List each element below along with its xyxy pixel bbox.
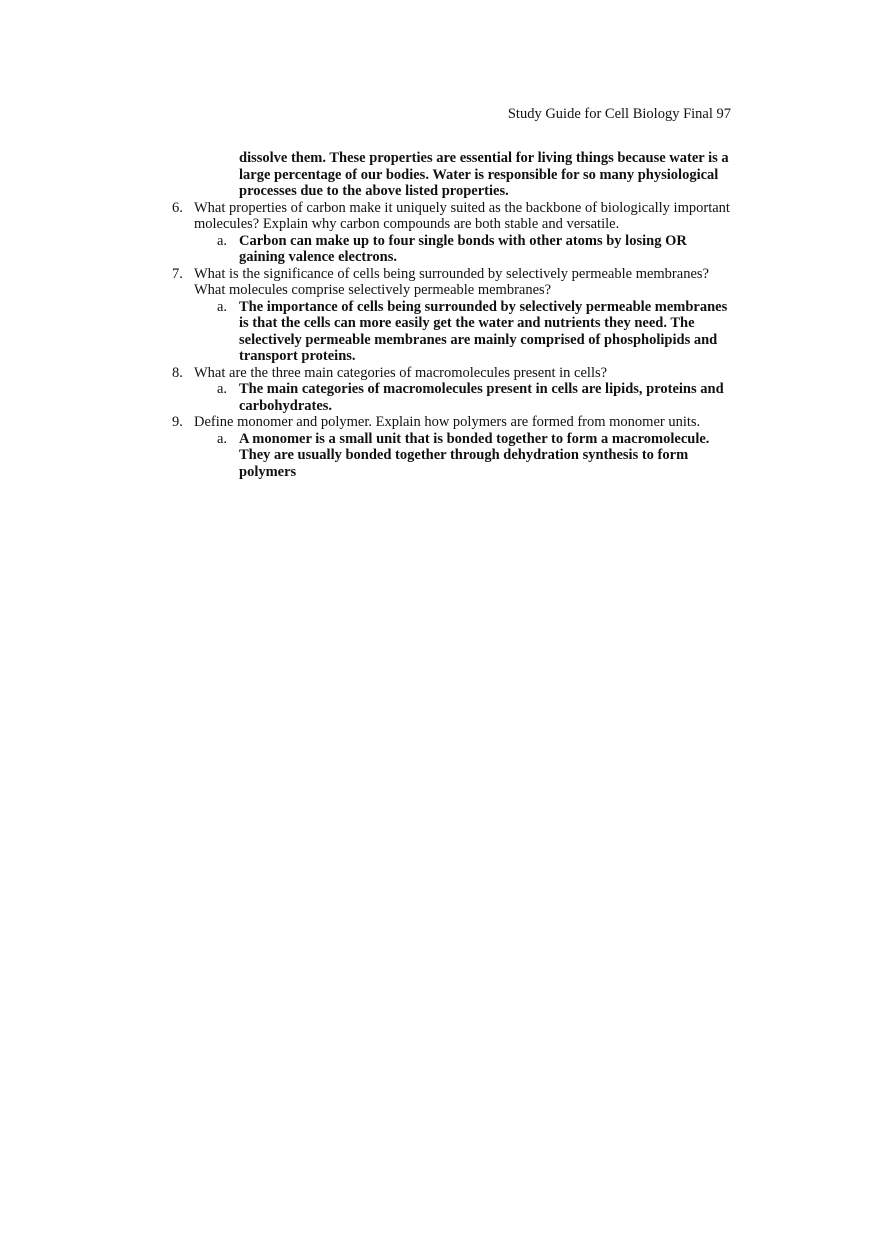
page-header: Study Guide for Cell Biology Final 97 xyxy=(507,106,731,122)
question-7 xyxy=(172,266,732,299)
question-number: 6. xyxy=(172,199,183,216)
answer-text: Carbon can make up to four single bonds with other atoms by losing OR gaining valence electrons. xyxy=(239,232,687,265)
answer-8a xyxy=(172,381,732,414)
study-guide-content xyxy=(172,150,732,480)
question-text: Define monomer and polymer. Explain how polymers are formed from monomer units. xyxy=(194,414,701,430)
answer-9a xyxy=(172,431,732,481)
answer-letter: a. xyxy=(217,298,228,315)
answer-letter: a. xyxy=(217,381,228,397)
answer-6a xyxy=(172,233,732,266)
answer-text: A monomer is a small unit that is bonded together to form a macromolecule. They are usually bonded together through dehydration synthesis to form polymers xyxy=(239,430,710,480)
question-6 xyxy=(172,200,732,233)
answer-text: The importance of cells being surrounded by selectively permeable membranes is that the cells can more easily get the water and nutrients they need. The selectively permeable membranes are mainly comprised of phospholipids and transport proteins. xyxy=(239,298,728,364)
question-number: 9. xyxy=(172,414,183,430)
continued-answer: dissolve them. These properties are essential for living things because water is a large percentage of our bodies. Water is responsible for so many physiological processes due to the above listed properties. xyxy=(239,150,729,199)
question-8 xyxy=(172,365,732,382)
question-text: What are the three main categories of macromolecules present in cells? xyxy=(194,364,608,381)
answer-letter: a. xyxy=(217,232,228,249)
question-9 xyxy=(172,414,732,431)
question-number: 7. xyxy=(172,265,183,282)
answer-text: The main categories of macromolecules present in cells are lipids, proteins and carbohydrates. xyxy=(239,381,724,414)
question-text: What properties of carbon make it uniquely suited as the backbone of biologically important molecules? Explain why carbon compounds are both stable and versatile. xyxy=(194,199,730,232)
question-text: What is the significance of cells being surrounded by selectively permeable membranes? What molecules comprise selectively permeable membranes? xyxy=(194,265,709,298)
answer-7a xyxy=(172,299,732,365)
question-number: 8. xyxy=(172,364,183,381)
answer-letter: a. xyxy=(217,430,228,447)
